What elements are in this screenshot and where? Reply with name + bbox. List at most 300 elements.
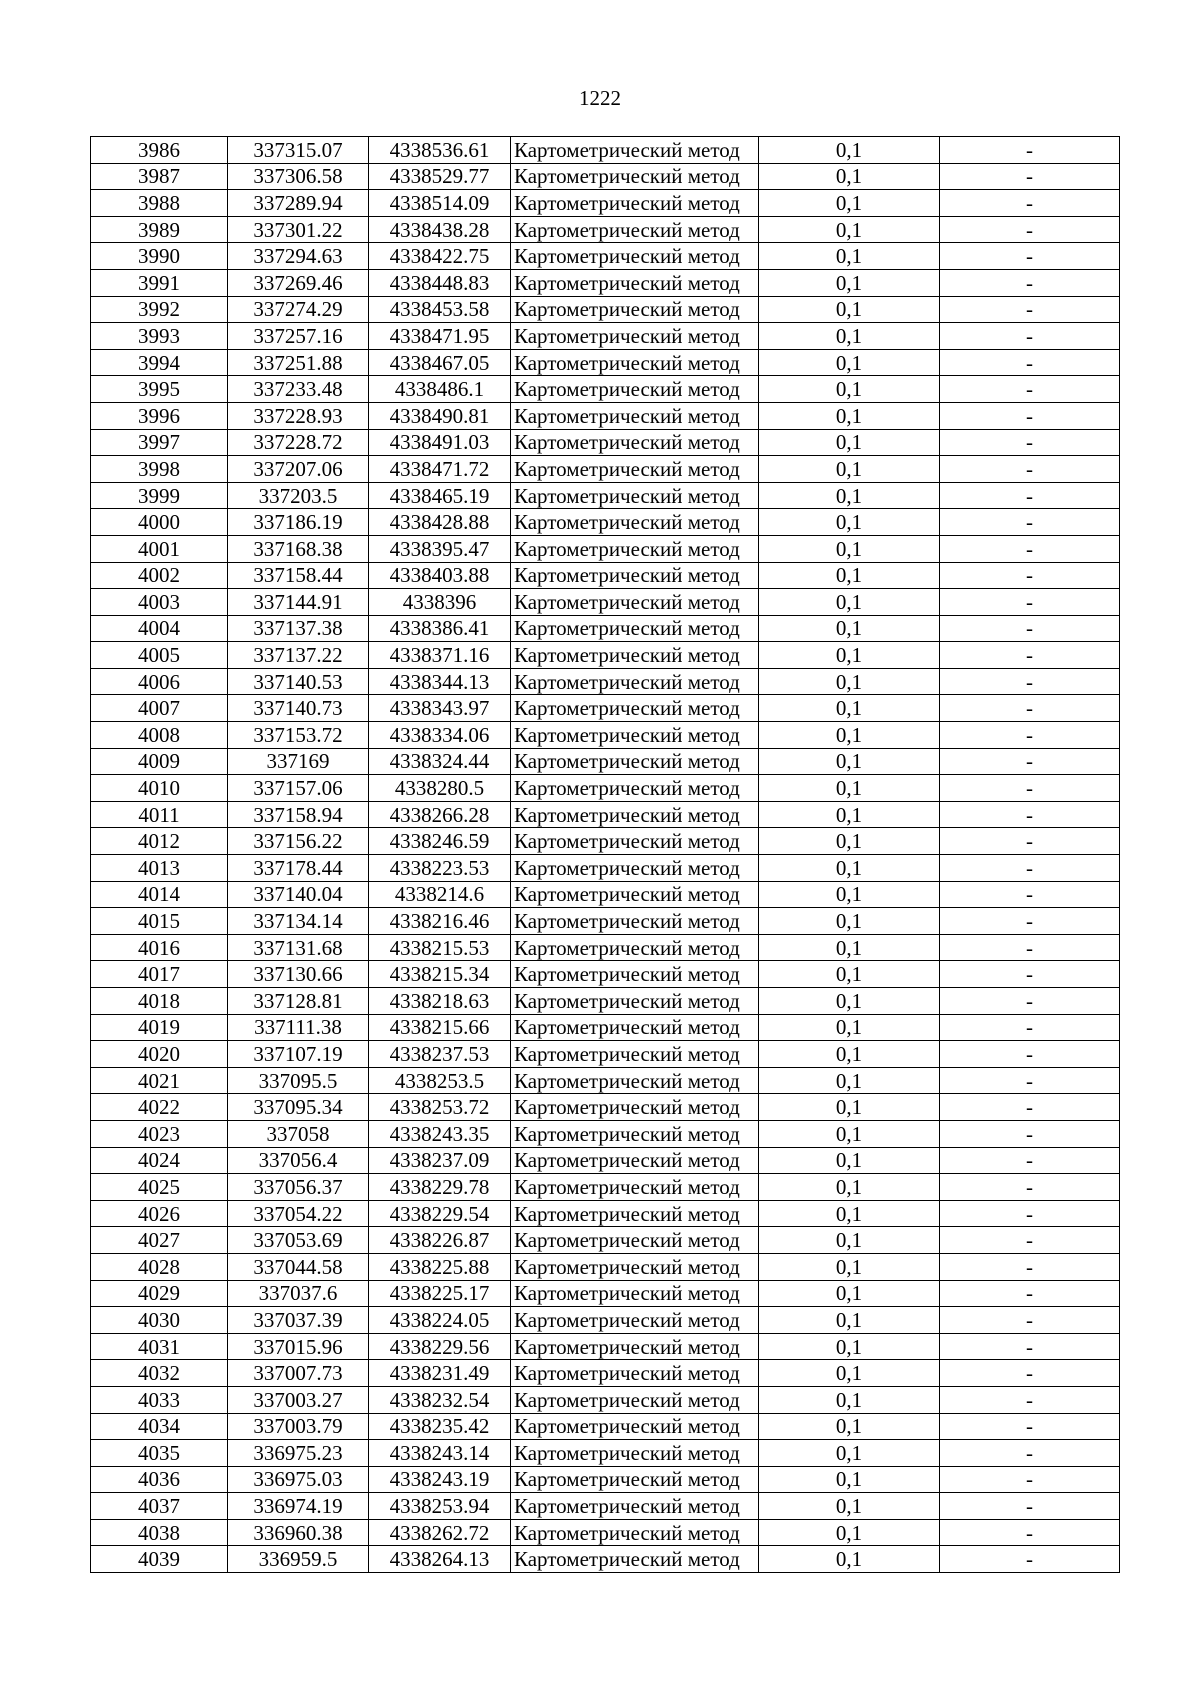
x-coordinate-cell: 337294.63: [228, 243, 369, 270]
method-cell: Картометрический метод: [511, 1253, 759, 1280]
point-number-cell: 4011: [91, 801, 228, 828]
point-number-cell: 4039: [91, 1546, 228, 1573]
x-coordinate-cell: 336975.23: [228, 1440, 369, 1467]
table-row: [91, 988, 1120, 1015]
x-coordinate-cell: 337003.27: [228, 1386, 369, 1413]
x-coordinate-cell: 337054.22: [228, 1200, 369, 1227]
y-coordinate-cell: 4338243.14: [369, 1440, 511, 1467]
table-row: [91, 1440, 1120, 1467]
accuracy-cell: 0,1: [759, 1466, 940, 1493]
accuracy-cell: 0,1: [759, 908, 940, 935]
table-row: [91, 376, 1120, 403]
x-coordinate-cell: 337128.81: [228, 988, 369, 1015]
note-cell: -: [940, 349, 1120, 376]
y-coordinate-cell: 4338237.09: [369, 1147, 511, 1174]
note-cell: -: [940, 801, 1120, 828]
method-cell: Картометрический метод: [511, 1466, 759, 1493]
note-cell: -: [940, 1147, 1120, 1174]
accuracy-cell: 0,1: [759, 1120, 940, 1147]
point-number-cell: 3997: [91, 429, 228, 456]
x-coordinate-cell: 337169: [228, 748, 369, 775]
method-cell: Картометрический метод: [511, 137, 759, 164]
method-cell: Картометрический метод: [511, 402, 759, 429]
y-coordinate-cell: 4338262.72: [369, 1519, 511, 1546]
point-number-cell: 4028: [91, 1253, 228, 1280]
point-number-cell: 4023: [91, 1120, 228, 1147]
x-coordinate-cell: 337037.6: [228, 1280, 369, 1307]
y-coordinate-cell: 4338371.16: [369, 642, 511, 669]
y-coordinate-cell: 4338471.95: [369, 323, 511, 350]
table-row: [91, 934, 1120, 961]
method-cell: Картометрический метод: [511, 1014, 759, 1041]
accuracy-cell: 0,1: [759, 1493, 940, 1520]
table-row: [91, 269, 1120, 296]
y-coordinate-cell: 4338237.53: [369, 1041, 511, 1068]
accuracy-cell: 0,1: [759, 163, 940, 190]
x-coordinate-cell: 337095.34: [228, 1094, 369, 1121]
point-number-cell: 4035: [91, 1440, 228, 1467]
table-row: [91, 190, 1120, 217]
table-row: [91, 589, 1120, 616]
point-number-cell: 4000: [91, 509, 228, 536]
table-row: [91, 1253, 1120, 1280]
accuracy-cell: 0,1: [759, 216, 940, 243]
table-row: [91, 775, 1120, 802]
table-row: [91, 402, 1120, 429]
x-coordinate-cell: 336974.19: [228, 1493, 369, 1520]
method-cell: Картометрический метод: [511, 429, 759, 456]
y-coordinate-cell: 4338243.19: [369, 1466, 511, 1493]
accuracy-cell: 0,1: [759, 589, 940, 616]
note-cell: -: [940, 642, 1120, 669]
method-cell: Картометрический метод: [511, 243, 759, 270]
table-row: [91, 1120, 1120, 1147]
note-cell: -: [940, 243, 1120, 270]
table-row: [91, 615, 1120, 642]
note-cell: -: [940, 1546, 1120, 1573]
y-coordinate-cell: 4338428.88: [369, 509, 511, 536]
note-cell: -: [940, 456, 1120, 483]
accuracy-cell: 0,1: [759, 828, 940, 855]
y-coordinate-cell: 4338253.5: [369, 1067, 511, 1094]
table-row: [91, 908, 1120, 935]
note-cell: -: [940, 376, 1120, 403]
table-row: [91, 1174, 1120, 1201]
note-cell: -: [940, 828, 1120, 855]
table-row: [91, 296, 1120, 323]
table-row: [91, 1227, 1120, 1254]
note-cell: -: [940, 881, 1120, 908]
accuracy-cell: 0,1: [759, 1253, 940, 1280]
x-coordinate-cell: 337158.94: [228, 801, 369, 828]
point-number-cell: 4027: [91, 1227, 228, 1254]
accuracy-cell: 0,1: [759, 482, 940, 509]
method-cell: Картометрический метод: [511, 323, 759, 350]
accuracy-cell: 0,1: [759, 323, 940, 350]
y-coordinate-cell: 4338395.47: [369, 535, 511, 562]
accuracy-cell: 0,1: [759, 137, 940, 164]
accuracy-cell: 0,1: [759, 1174, 940, 1201]
method-cell: Картометрический метод: [511, 1493, 759, 1520]
x-coordinate-cell: 337107.19: [228, 1041, 369, 1068]
x-coordinate-cell: 337140.73: [228, 695, 369, 722]
method-cell: Картометрический метод: [511, 828, 759, 855]
accuracy-cell: 0,1: [759, 615, 940, 642]
accuracy-cell: 0,1: [759, 190, 940, 217]
accuracy-cell: 0,1: [759, 775, 940, 802]
method-cell: Картометрический метод: [511, 1519, 759, 1546]
y-coordinate-cell: 4338253.94: [369, 1493, 511, 1520]
table-row: [91, 1546, 1120, 1573]
method-cell: Картометрический метод: [511, 988, 759, 1015]
note-cell: -: [940, 1014, 1120, 1041]
accuracy-cell: 0,1: [759, 562, 940, 589]
y-coordinate-cell: 4338386.41: [369, 615, 511, 642]
note-cell: -: [940, 1253, 1120, 1280]
x-coordinate-cell: 337186.19: [228, 509, 369, 536]
table-row: [91, 748, 1120, 775]
point-number-cell: 4032: [91, 1360, 228, 1387]
method-cell: Картометрический метод: [511, 1147, 759, 1174]
point-number-cell: 4003: [91, 589, 228, 616]
method-cell: Картометрический метод: [511, 1413, 759, 1440]
method-cell: Картометрический метод: [511, 881, 759, 908]
accuracy-cell: 0,1: [759, 456, 940, 483]
method-cell: Картометрический метод: [511, 1041, 759, 1068]
table-row: [91, 1280, 1120, 1307]
note-cell: -: [940, 615, 1120, 642]
method-cell: Картометрический метод: [511, 269, 759, 296]
point-number-cell: 4001: [91, 535, 228, 562]
accuracy-cell: 0,1: [759, 1094, 940, 1121]
x-coordinate-cell: 337053.69: [228, 1227, 369, 1254]
y-coordinate-cell: 4338253.72: [369, 1094, 511, 1121]
method-cell: Картометрический метод: [511, 482, 759, 509]
point-number-cell: 4007: [91, 695, 228, 722]
point-number-cell: 3991: [91, 269, 228, 296]
method-cell: Картометрический метод: [511, 1386, 759, 1413]
accuracy-cell: 0,1: [759, 1227, 940, 1254]
y-coordinate-cell: 4338226.87: [369, 1227, 511, 1254]
note-cell: -: [940, 1333, 1120, 1360]
method-cell: Картометрический метод: [511, 509, 759, 536]
y-coordinate-cell: 4338343.97: [369, 695, 511, 722]
point-number-cell: 4006: [91, 668, 228, 695]
method-cell: Картометрический метод: [511, 1227, 759, 1254]
x-coordinate-cell: 336959.5: [228, 1546, 369, 1573]
table-row: [91, 1200, 1120, 1227]
x-coordinate-cell: 337168.38: [228, 535, 369, 562]
y-coordinate-cell: 4338215.53: [369, 934, 511, 961]
table-row: [91, 961, 1120, 988]
note-cell: -: [940, 1120, 1120, 1147]
method-cell: Картометрический метод: [511, 1360, 759, 1387]
point-number-cell: 4009: [91, 748, 228, 775]
x-coordinate-cell: 337158.44: [228, 562, 369, 589]
y-coordinate-cell: 4338453.58: [369, 296, 511, 323]
y-coordinate-cell: 4338229.54: [369, 1200, 511, 1227]
method-cell: Картометрический метод: [511, 775, 759, 802]
point-number-cell: 4002: [91, 562, 228, 589]
note-cell: -: [940, 190, 1120, 217]
note-cell: -: [940, 323, 1120, 350]
method-cell: Картометрический метод: [511, 1440, 759, 1467]
y-coordinate-cell: 4338403.88: [369, 562, 511, 589]
point-number-cell: 4014: [91, 881, 228, 908]
accuracy-cell: 0,1: [759, 376, 940, 403]
accuracy-cell: 0,1: [759, 748, 940, 775]
method-cell: Картометрический метод: [511, 722, 759, 749]
y-coordinate-cell: 4338396: [369, 589, 511, 616]
accuracy-cell: 0,1: [759, 695, 940, 722]
y-coordinate-cell: 4338266.28: [369, 801, 511, 828]
method-cell: Картометрический метод: [511, 589, 759, 616]
x-coordinate-cell: 337003.79: [228, 1413, 369, 1440]
note-cell: -: [940, 908, 1120, 935]
y-coordinate-cell: 4338232.54: [369, 1386, 511, 1413]
point-number-cell: 3993: [91, 323, 228, 350]
table-row: [91, 668, 1120, 695]
point-number-cell: 4022: [91, 1094, 228, 1121]
accuracy-cell: 0,1: [759, 1519, 940, 1546]
point-number-cell: 4037: [91, 1493, 228, 1520]
x-coordinate-cell: 337306.58: [228, 163, 369, 190]
point-number-cell: 4029: [91, 1280, 228, 1307]
point-number-cell: 3995: [91, 376, 228, 403]
y-coordinate-cell: 4338438.28: [369, 216, 511, 243]
accuracy-cell: 0,1: [759, 402, 940, 429]
y-coordinate-cell: 4338264.13: [369, 1546, 511, 1573]
note-cell: -: [940, 1307, 1120, 1334]
x-coordinate-cell: 337015.96: [228, 1333, 369, 1360]
note-cell: -: [940, 775, 1120, 802]
y-coordinate-cell: 4338235.42: [369, 1413, 511, 1440]
note-cell: -: [940, 748, 1120, 775]
x-coordinate-cell: 337037.39: [228, 1307, 369, 1334]
note-cell: -: [940, 1041, 1120, 1068]
method-cell: Картометрический метод: [511, 562, 759, 589]
table-row: [91, 1014, 1120, 1041]
point-number-cell: 4031: [91, 1333, 228, 1360]
y-coordinate-cell: 4338223.53: [369, 855, 511, 882]
note-cell: -: [940, 1227, 1120, 1254]
accuracy-cell: 0,1: [759, 988, 940, 1015]
table-row: [91, 1067, 1120, 1094]
x-coordinate-cell: 337315.07: [228, 137, 369, 164]
accuracy-cell: 0,1: [759, 1200, 940, 1227]
method-cell: Картометрический метод: [511, 535, 759, 562]
table-row: [91, 243, 1120, 270]
x-coordinate-cell: 337131.68: [228, 934, 369, 961]
method-cell: Картометрический метод: [511, 1333, 759, 1360]
y-coordinate-cell: 4338491.03: [369, 429, 511, 456]
method-cell: Картометрический метод: [511, 668, 759, 695]
accuracy-cell: 0,1: [759, 349, 940, 376]
table-row: [91, 1519, 1120, 1546]
note-cell: -: [940, 1413, 1120, 1440]
table-row: [91, 1493, 1120, 1520]
x-coordinate-cell: 337251.88: [228, 349, 369, 376]
x-coordinate-cell: 337137.22: [228, 642, 369, 669]
point-number-cell: 3990: [91, 243, 228, 270]
note-cell: -: [940, 722, 1120, 749]
note-cell: -: [940, 1493, 1120, 1520]
x-coordinate-cell: 337044.58: [228, 1253, 369, 1280]
note-cell: -: [940, 1094, 1120, 1121]
accuracy-cell: 0,1: [759, 1280, 940, 1307]
table-row: [91, 801, 1120, 828]
accuracy-cell: 0,1: [759, 1147, 940, 1174]
note-cell: -: [940, 535, 1120, 562]
point-number-cell: 4020: [91, 1041, 228, 1068]
y-coordinate-cell: 4338215.66: [369, 1014, 511, 1041]
note-cell: -: [940, 589, 1120, 616]
accuracy-cell: 0,1: [759, 642, 940, 669]
table-row: [91, 695, 1120, 722]
y-coordinate-cell: 4338229.78: [369, 1174, 511, 1201]
method-cell: Картометрический метод: [511, 349, 759, 376]
table-row: [91, 509, 1120, 536]
table-row: [91, 1307, 1120, 1334]
y-coordinate-cell: 4338471.72: [369, 456, 511, 483]
point-number-cell: 4030: [91, 1307, 228, 1334]
table-row: [91, 722, 1120, 749]
point-number-cell: 3986: [91, 137, 228, 164]
accuracy-cell: 0,1: [759, 722, 940, 749]
note-cell: -: [940, 961, 1120, 988]
x-coordinate-cell: 337233.48: [228, 376, 369, 403]
accuracy-cell: 0,1: [759, 1546, 940, 1573]
y-coordinate-cell: 4338225.17: [369, 1280, 511, 1307]
y-coordinate-cell: 4338215.34: [369, 961, 511, 988]
x-coordinate-cell: 337228.72: [228, 429, 369, 456]
note-cell: -: [940, 296, 1120, 323]
accuracy-cell: 0,1: [759, 1307, 940, 1334]
x-coordinate-cell: 337111.38: [228, 1014, 369, 1041]
table-row: [91, 349, 1120, 376]
point-number-cell: 4012: [91, 828, 228, 855]
note-cell: -: [940, 1519, 1120, 1546]
point-number-cell: 4008: [91, 722, 228, 749]
method-cell: Картометрический метод: [511, 801, 759, 828]
table-row: [91, 456, 1120, 483]
accuracy-cell: 0,1: [759, 535, 940, 562]
method-cell: Картометрический метод: [511, 1280, 759, 1307]
x-coordinate-cell: 337301.22: [228, 216, 369, 243]
table-row: [91, 1333, 1120, 1360]
y-coordinate-cell: 4338324.44: [369, 748, 511, 775]
y-coordinate-cell: 4338280.5: [369, 775, 511, 802]
note-cell: -: [940, 1360, 1120, 1387]
table-row: [91, 1360, 1120, 1387]
table-row: [91, 216, 1120, 243]
y-coordinate-cell: 4338529.77: [369, 163, 511, 190]
x-coordinate-cell: 337140.04: [228, 881, 369, 908]
table-row: [91, 881, 1120, 908]
table-row: [91, 1041, 1120, 1068]
x-coordinate-cell: 337058: [228, 1120, 369, 1147]
coordinates-table-body: [91, 137, 1120, 1573]
accuracy-cell: 0,1: [759, 269, 940, 296]
y-coordinate-cell: 4338231.49: [369, 1360, 511, 1387]
note-cell: -: [940, 163, 1120, 190]
accuracy-cell: 0,1: [759, 934, 940, 961]
point-number-cell: 4038: [91, 1519, 228, 1546]
point-number-cell: 3998: [91, 456, 228, 483]
y-coordinate-cell: 4338224.05: [369, 1307, 511, 1334]
accuracy-cell: 0,1: [759, 1413, 940, 1440]
point-number-cell: 4026: [91, 1200, 228, 1227]
accuracy-cell: 0,1: [759, 509, 940, 536]
accuracy-cell: 0,1: [759, 1440, 940, 1467]
point-number-cell: 4017: [91, 961, 228, 988]
point-number-cell: 4016: [91, 934, 228, 961]
note-cell: -: [940, 1466, 1120, 1493]
table-row: [91, 642, 1120, 669]
point-number-cell: 4021: [91, 1067, 228, 1094]
method-cell: Картометрический метод: [511, 642, 759, 669]
note-cell: -: [940, 269, 1120, 296]
method-cell: Картометрический метод: [511, 1120, 759, 1147]
accuracy-cell: 0,1: [759, 296, 940, 323]
accuracy-cell: 0,1: [759, 1386, 940, 1413]
page-number: 1222: [579, 86, 621, 110]
accuracy-cell: 0,1: [759, 1360, 940, 1387]
note-cell: -: [940, 137, 1120, 164]
method-cell: Картометрический метод: [511, 1307, 759, 1334]
point-number-cell: 4013: [91, 855, 228, 882]
x-coordinate-cell: 337056.37: [228, 1174, 369, 1201]
point-number-cell: 4004: [91, 615, 228, 642]
accuracy-cell: 0,1: [759, 961, 940, 988]
point-number-cell: 4034: [91, 1413, 228, 1440]
y-coordinate-cell: 4338536.61: [369, 137, 511, 164]
y-coordinate-cell: 4338465.19: [369, 482, 511, 509]
method-cell: Картометрический метод: [511, 1200, 759, 1227]
point-number-cell: 4018: [91, 988, 228, 1015]
method-cell: Картометрический метод: [511, 296, 759, 323]
x-coordinate-cell: 336960.38: [228, 1519, 369, 1546]
note-cell: -: [940, 1174, 1120, 1201]
x-coordinate-cell: 337157.06: [228, 775, 369, 802]
note-cell: -: [940, 1440, 1120, 1467]
note-cell: -: [940, 402, 1120, 429]
y-coordinate-cell: 4338490.81: [369, 402, 511, 429]
x-coordinate-cell: 337144.91: [228, 589, 369, 616]
x-coordinate-cell: 337130.66: [228, 961, 369, 988]
method-cell: Картометрический метод: [511, 216, 759, 243]
note-cell: -: [940, 1067, 1120, 1094]
x-coordinate-cell: 336975.03: [228, 1466, 369, 1493]
note-cell: -: [940, 695, 1120, 722]
y-coordinate-cell: 4338448.83: [369, 269, 511, 296]
point-number-cell: 3987: [91, 163, 228, 190]
x-coordinate-cell: 337203.5: [228, 482, 369, 509]
y-coordinate-cell: 4338467.05: [369, 349, 511, 376]
accuracy-cell: 0,1: [759, 855, 940, 882]
accuracy-cell: 0,1: [759, 429, 940, 456]
point-number-cell: 4025: [91, 1174, 228, 1201]
x-coordinate-cell: 337134.14: [228, 908, 369, 935]
note-cell: -: [940, 1200, 1120, 1227]
x-coordinate-cell: 337228.93: [228, 402, 369, 429]
point-number-cell: 3994: [91, 349, 228, 376]
x-coordinate-cell: 337257.16: [228, 323, 369, 350]
point-number-cell: 4033: [91, 1386, 228, 1413]
x-coordinate-cell: 337207.06: [228, 456, 369, 483]
note-cell: -: [940, 855, 1120, 882]
method-cell: Картометрический метод: [511, 615, 759, 642]
